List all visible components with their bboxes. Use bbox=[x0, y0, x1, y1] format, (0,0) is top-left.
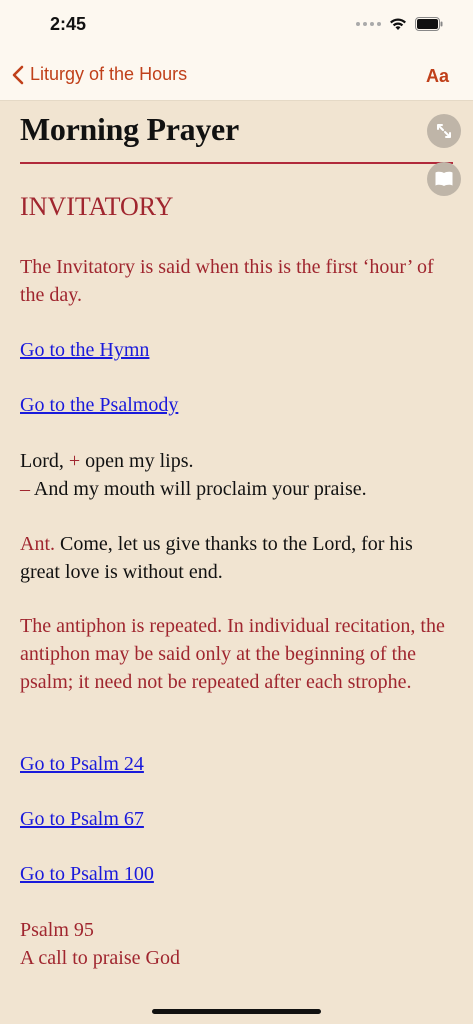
expand-icon bbox=[434, 121, 454, 141]
book-button[interactable] bbox=[427, 162, 461, 196]
font-size-button[interactable]: Aa bbox=[425, 66, 449, 86]
rubric-repeat: The antiphon is repeated. In individual recitation, the antiphon may be said only at the beginning of the psalm; it need not be repeated after each strophe. bbox=[20, 615, 445, 693]
psalm-subtitle: A call to praise God bbox=[20, 947, 180, 969]
response-dash: – bbox=[20, 478, 30, 500]
antiphon-text: Come, let us give thanks to the Lord, for his great love is without end. bbox=[20, 533, 413, 583]
title-divider bbox=[20, 162, 453, 164]
section-heading: INVITATORY bbox=[20, 192, 174, 221]
rubric-intro: The Invitatory is said when this is the first ‘hour’ of the day. bbox=[20, 256, 434, 306]
back-label: Liturgy of the Hours bbox=[30, 64, 188, 84]
content-area bbox=[20, 101, 420, 148]
home-indicator bbox=[152, 1009, 321, 1014]
battery-icon bbox=[415, 17, 443, 31]
versicle-text: Lord, bbox=[20, 450, 64, 472]
wifi-icon bbox=[389, 17, 407, 31]
response bbox=[20, 475, 445, 503]
signal-icon bbox=[356, 22, 381, 26]
go-to-psalm-100-link[interactable]: Go to Psalm 100 bbox=[20, 863, 154, 885]
expand-button[interactable] bbox=[427, 114, 461, 148]
response-text: And my mouth will proclaim your praise. bbox=[33, 478, 367, 500]
go-to-psalm-67-link[interactable]: Go to Psalm 67 bbox=[20, 808, 144, 830]
versicle-rest: open my lips. bbox=[85, 450, 194, 472]
psalm24-link-row bbox=[20, 750, 445, 778]
status-icons bbox=[356, 17, 443, 31]
hymn-link-row bbox=[20, 336, 445, 364]
go-to-psalm-24-link[interactable]: Go to Psalm 24 bbox=[20, 753, 144, 775]
psalm67-link-row bbox=[20, 805, 445, 833]
cross-mark: + bbox=[68, 450, 81, 472]
nav-bar bbox=[0, 54, 473, 101]
psalm100-link-row bbox=[20, 860, 445, 888]
antiphon bbox=[20, 530, 445, 586]
antiphon-label: Ant. bbox=[20, 533, 55, 555]
back-button[interactable] bbox=[12, 64, 187, 85]
page-title: Morning Prayer bbox=[20, 111, 239, 147]
chevron-left-icon bbox=[12, 65, 24, 85]
go-to-psalmody-link[interactable]: Go to the Psalmody bbox=[20, 394, 179, 416]
go-to-hymn-link[interactable]: Go to the Hymn bbox=[20, 339, 150, 361]
psalm-number: Psalm 95 bbox=[20, 919, 94, 941]
versicle bbox=[20, 447, 445, 475]
status-bar bbox=[0, 0, 473, 54]
book-icon bbox=[434, 170, 454, 188]
status-time: 2:45 bbox=[50, 14, 87, 34]
psalmody-link-row bbox=[20, 391, 445, 419]
